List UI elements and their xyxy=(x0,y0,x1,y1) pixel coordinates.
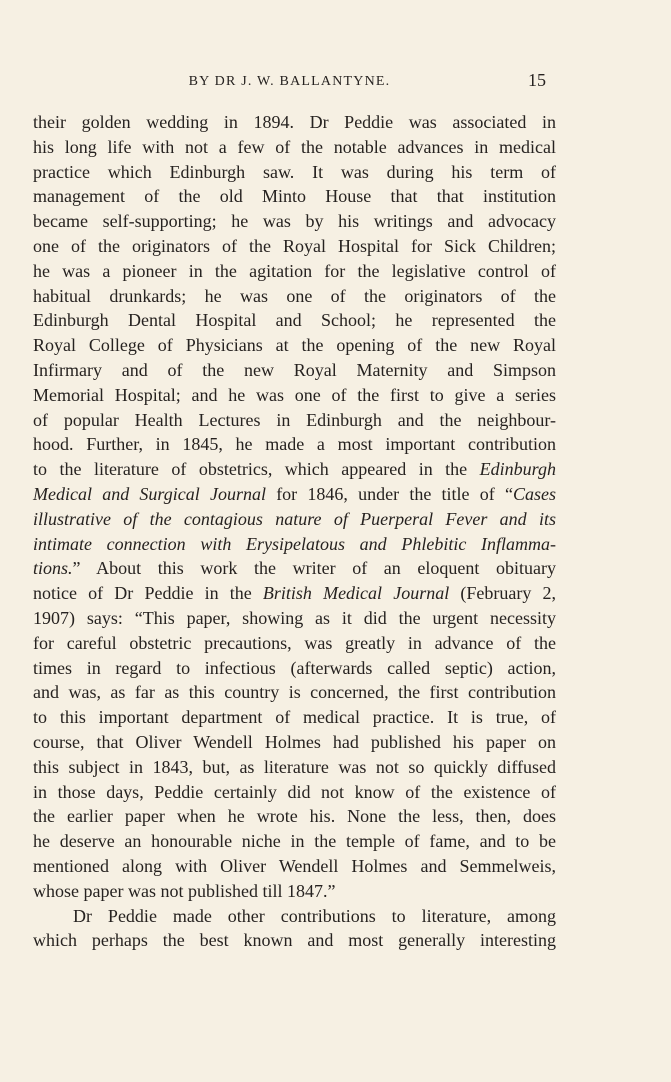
text-line: intimate connection with Erysipelatous and Phlebitic Inflamma- xyxy=(33,533,556,554)
page-number: 15 xyxy=(528,70,546,90)
text-line: Royal College of Physicians at the opening of the new Royal xyxy=(33,335,556,356)
text-line: of popular Health Lectures in Edinburgh and the neighbour- xyxy=(33,409,556,430)
text-line: Dr Peddie made other contributions to literature, among xyxy=(73,905,556,926)
text-line: mentioned along with Oliver Wendell Holmes and Semmelweis, xyxy=(33,855,556,876)
text-line: and was, as far as this country is concerned, the first contribution xyxy=(33,682,556,703)
text-line: hood. Further, in 1845, he made a most important contribution xyxy=(33,434,556,455)
text-line: Infirmary and of the new Royal Maternity and Simpson xyxy=(33,359,556,380)
body-text xyxy=(33,110,556,953)
text-line: illustrative of the contagious nature of Puerperal Fever and its xyxy=(33,508,556,529)
text-line: which perhaps the best known and most generally interesting xyxy=(33,930,556,951)
text-line: times in regard to infectious (afterwards called septic) action, xyxy=(33,657,556,678)
text-line: for careful obstetric precautions, was greatly in advance of the xyxy=(33,632,556,653)
text-line: habitual drunkards; he was one of the originators of the xyxy=(33,285,556,306)
text-line: in those days, Peddie certainly did not know of the existence of xyxy=(33,781,556,802)
text-line: to this important department of medical practice. It is true, of xyxy=(33,707,556,728)
text-line: Medical and Surgical Journal for 1846, under the title of “Cases xyxy=(33,483,556,504)
running-head: BY DR J. W. BALLANTYNE. xyxy=(188,74,391,89)
text-line: this subject in 1843, but, as literature was not so quickly diffused xyxy=(33,756,556,777)
text-line: he deserve an honourable niche in the temple of fame, and to be xyxy=(33,831,556,852)
text-line: course, that Oliver Wendell Holmes had published his paper on xyxy=(33,731,556,752)
text-line: whose paper was not published till 1847.” xyxy=(33,880,336,901)
text-line: one of the originators of the Royal Hospital for Sick Children; xyxy=(33,235,556,256)
text-line: 1907) says: “This paper, showing as it did the urgent necessity xyxy=(33,607,556,628)
text-line: he was a pioneer in the agitation for the legislative control of xyxy=(33,260,556,281)
text-line: became self-supporting; he was by his writings and advocacy xyxy=(33,211,556,232)
text-line: tions.” About this work the writer of an eloquent obituary xyxy=(33,558,556,579)
text-line: their golden wedding in 1894. Dr Peddie was associated in xyxy=(33,112,556,132)
text-line: management of the old Minto House that that institution xyxy=(33,186,556,207)
text-line: to the literature of obstetrics, which appeared in the Edinburgh xyxy=(33,459,556,480)
text-line: Memorial Hospital; and he was one of the first to give a series xyxy=(33,384,556,405)
text-line: Edinburgh Dental Hospital and School; he represented the xyxy=(33,310,556,331)
text-line: the earlier paper when he wrote his. None the less, then, does xyxy=(33,806,556,827)
text-line: his long life with not a few of the notable advances in medical xyxy=(33,136,556,157)
text-line: notice of Dr Peddie in the British Medical Journal (February 2, xyxy=(33,583,556,604)
text-line: practice which Edinburgh saw. It was during his term of xyxy=(33,161,556,182)
page-header xyxy=(33,70,546,94)
